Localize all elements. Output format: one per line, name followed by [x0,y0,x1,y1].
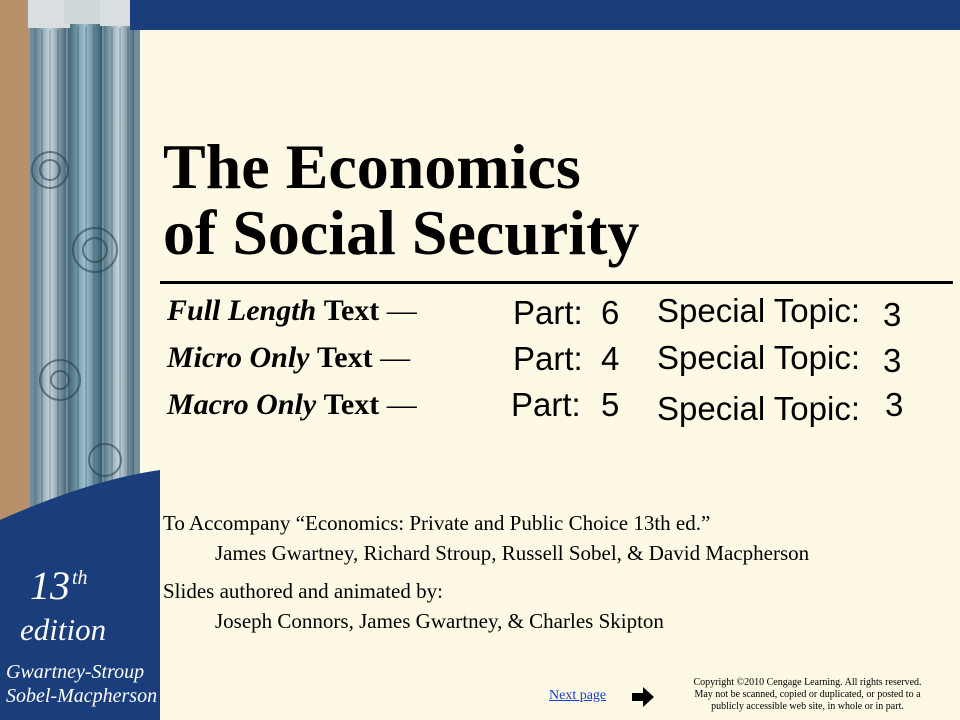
book-authors: James Gwartney, Richard Stroup, Russell Sobel, & David Macpherson [215,541,810,565]
part-label: Part: [511,386,581,423]
special-topic-value: 3 [883,296,902,333]
row-full-length: Full Length Text — [167,294,417,327]
series-authors: Gwartney-Stroup Sobel-Macpherson [6,661,158,707]
edition-number: 13 $^{th}$ [30,563,88,608]
copyright-notice: Copyright ©2010 Cengage Learning. All rights reserved. May not be scanned, copied or duplicated, or posted to a publicly accessible web site, in whole or in part. [693,677,922,712]
row-macro-only: Macro Only Text — [167,388,417,421]
credits-names: Joseph Connors, James Gwartney, & Charles Skipton [215,609,664,633]
part-label: Part: [513,340,583,377]
row-micro-only: Micro Only Text — [167,341,411,374]
part-label: Part: [513,294,583,331]
title-rule [160,281,953,284]
special-topic-label: Special Topic: [657,390,861,427]
edition-word: edition [20,612,107,647]
credits-line: Slides authored and animated by: [163,579,443,603]
cover-art-sidebar [0,0,160,720]
slide-title: The Economics of Social Security [163,131,640,268]
next-arrow-icon[interactable] [631,686,655,713]
next-page-link[interactable]: Next page [549,688,607,703]
special-topic-value: 3 [883,342,902,379]
part-value: 5 [601,386,620,423]
accompany-line: To Accompany “Economics: Private and Public Choice 13th ed.” [163,511,711,535]
part-value: 4 [601,340,620,377]
special-topic-label: Special Topic: [657,292,861,329]
special-topic-value: 3 [885,386,904,423]
part-value: 6 [601,294,620,331]
special-topic-label: Special Topic: [657,339,861,376]
